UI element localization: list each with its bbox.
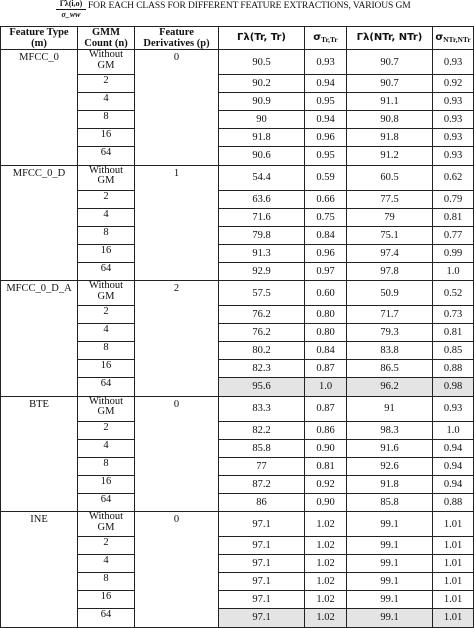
- sigma-tr-cell: 0.66: [305, 190, 347, 208]
- sigma-ntr-cell: 0.62: [433, 165, 474, 190]
- sigma-tr-cell: 0.90: [305, 493, 347, 512]
- feature-type-cell: [1, 609, 78, 628]
- feature-type-cell: [1, 555, 78, 573]
- feature-type-cell: MFCC_0_D: [1, 165, 78, 190]
- sigma-ntr-cell: 0.93: [433, 396, 474, 421]
- table-caption: [56, 0, 474, 22]
- derivative-cell: [135, 439, 219, 457]
- table-row: [1, 396, 474, 421]
- feature-type-cell: [1, 75, 78, 93]
- derivative-cell: 2: [135, 281, 219, 306]
- sigma-ntr-cell: 0.88: [433, 360, 474, 378]
- derivative-cell: [135, 360, 219, 378]
- gmm-count-cell: 16: [78, 475, 135, 493]
- gamma-tr-cell: 82.2: [219, 421, 305, 439]
- sigma-ntr-cell: 0.85: [433, 342, 474, 360]
- sigma-ntr-cell: 0.79: [433, 190, 474, 208]
- derivative-cell: [135, 573, 219, 591]
- table-row: [1, 493, 474, 512]
- gamma-tr-cell: 71.6: [219, 208, 305, 226]
- gamma-ntr-cell: 90.7: [347, 50, 433, 75]
- gamma-tr-cell: 91.8: [219, 129, 305, 147]
- table-row: [1, 75, 474, 93]
- gmm-count-cell: 2: [78, 75, 135, 93]
- gamma-tr-cell: 92.9: [219, 262, 305, 281]
- gmm-count-cell: 16: [78, 244, 135, 262]
- gamma-ntr-cell: 97.8: [347, 262, 433, 281]
- gamma-tr-cell: 97.1: [219, 609, 305, 628]
- gamma-tr-cell: 97.1: [219, 591, 305, 609]
- header-sigma-ntr: [433, 27, 474, 50]
- gamma-tr-cell: 63.6: [219, 190, 305, 208]
- gamma-tr-cell: 80.2: [219, 342, 305, 360]
- gmm-count-cell: Without GM: [78, 281, 135, 306]
- sigma-tr-cell: 0.84: [305, 342, 347, 360]
- table-row: [1, 129, 474, 147]
- sigma-tr-cell: 0.87: [305, 360, 347, 378]
- caption-fraction-numerator: Γ̄λ(i,o): [56, 0, 86, 10]
- table-row: [1, 208, 474, 226]
- sigma-tr-cell: 0.80: [305, 306, 347, 324]
- gamma-ntr-cell: 99.1: [347, 591, 433, 609]
- derivative-cell: 1: [135, 165, 219, 190]
- gamma-ntr-cell: 98.3: [347, 421, 433, 439]
- gamma-tr-cell: 97.1: [219, 537, 305, 555]
- results-body: [1, 50, 474, 628]
- table-row: [1, 378, 474, 397]
- gamma-ntr-cell: 60.5: [347, 165, 433, 190]
- gamma-ntr-cell: 96.2: [347, 378, 433, 397]
- table-row: [1, 555, 474, 573]
- sigma-ntr-cell: 1.01: [433, 573, 474, 591]
- feature-type-cell: [1, 573, 78, 591]
- sigma-ntr-cell: 1.01: [433, 591, 474, 609]
- header-sigma-ntr-subscript: NTr,NTr: [443, 35, 471, 45]
- sigma-ntr-cell: 0.92: [433, 75, 474, 93]
- sigma-tr-cell: 0.92: [305, 475, 347, 493]
- sigma-tr-cell: 0.75: [305, 208, 347, 226]
- sigma-tr-cell: 0.97: [305, 262, 347, 281]
- table-row: [1, 306, 474, 324]
- sigma-tr-cell: 0.93: [305, 50, 347, 75]
- derivative-cell: [135, 609, 219, 628]
- header-feature-type: Feature Type (m): [1, 27, 78, 50]
- gamma-tr-cell: 79.8: [219, 226, 305, 244]
- feature-type-cell: [1, 129, 78, 147]
- sigma-tr-cell: 1.02: [305, 609, 347, 628]
- sigma-ntr-cell: 0.93: [433, 147, 474, 166]
- sigma-ntr-cell: 0.77: [433, 226, 474, 244]
- gamma-tr-cell: 85.8: [219, 439, 305, 457]
- sigma-ntr-cell: 0.99: [433, 244, 474, 262]
- gamma-ntr-cell: 86.5: [347, 360, 433, 378]
- derivative-cell: [135, 93, 219, 111]
- gamma-ntr-cell: 90.8: [347, 111, 433, 129]
- gamma-ntr-cell: 71.7: [347, 306, 433, 324]
- feature-type-cell: [1, 457, 78, 475]
- feature-type-cell: [1, 244, 78, 262]
- feature-type-cell: MFCC_0: [1, 50, 78, 75]
- table-row: [1, 573, 474, 591]
- gamma-ntr-cell: 75.1: [347, 226, 433, 244]
- gamma-tr-cell: 87.2: [219, 475, 305, 493]
- gamma-tr-cell: 76.2: [219, 324, 305, 342]
- derivative-cell: [135, 537, 219, 555]
- gmm-count-cell: 8: [78, 342, 135, 360]
- sigma-tr-cell: 0.95: [305, 147, 347, 166]
- sigma-tr-cell: 0.96: [305, 129, 347, 147]
- header-row: [1, 27, 474, 50]
- table-row: [1, 226, 474, 244]
- gamma-tr-cell: 76.2: [219, 306, 305, 324]
- derivative-cell: [135, 342, 219, 360]
- caption-fraction: [56, 0, 86, 19]
- sigma-tr-cell: 0.96: [305, 244, 347, 262]
- sigma-tr-cell: 0.60: [305, 281, 347, 306]
- gmm-count-cell: 4: [78, 324, 135, 342]
- gamma-tr-cell: 90.2: [219, 75, 305, 93]
- gamma-ntr-cell: 91.8: [347, 129, 433, 147]
- derivative-cell: [135, 208, 219, 226]
- sigma-ntr-cell: 1.01: [433, 537, 474, 555]
- gamma-ntr-cell: 79.3: [347, 324, 433, 342]
- gmm-count-cell: Without GM: [78, 396, 135, 421]
- gamma-ntr-cell: 99.1: [347, 555, 433, 573]
- feature-type-cell: [1, 190, 78, 208]
- sigma-ntr-cell: 0.94: [433, 457, 474, 475]
- gmm-count-cell: 2: [78, 190, 135, 208]
- gamma-ntr-cell: 83.8: [347, 342, 433, 360]
- sigma-ntr-cell: 0.94: [433, 475, 474, 493]
- gamma-ntr-cell: 91.8: [347, 475, 433, 493]
- header-sigma-tr-symbol: σ: [313, 32, 322, 44]
- gamma-ntr-cell: 99.1: [347, 609, 433, 628]
- sigma-ntr-cell: 1.0: [433, 421, 474, 439]
- feature-type-cell: INE: [1, 512, 78, 537]
- gmm-count-cell: 8: [78, 111, 135, 129]
- gmm-count-cell: 64: [78, 493, 135, 512]
- caption-fraction-denominator: σ_ww: [61, 10, 81, 19]
- gamma-tr-cell: 97.1: [219, 555, 305, 573]
- derivative-cell: [135, 421, 219, 439]
- gmm-count-cell: 4: [78, 439, 135, 457]
- feature-type-cell: [1, 421, 78, 439]
- sigma-ntr-cell: 0.98: [433, 378, 474, 397]
- sigma-ntr-cell: 0.93: [433, 93, 474, 111]
- gamma-ntr-cell: 91: [347, 396, 433, 421]
- feature-type-cell: BTE: [1, 396, 78, 421]
- gmm-count-cell: 16: [78, 129, 135, 147]
- header-sigma-tr-subscript: Tr,Tr: [321, 35, 338, 45]
- results-table: [0, 26, 474, 628]
- table-row: [1, 475, 474, 493]
- gamma-ntr-cell: 91.1: [347, 93, 433, 111]
- derivative-cell: [135, 457, 219, 475]
- gmm-count-cell: 2: [78, 421, 135, 439]
- gmm-count-cell: Without GM: [78, 165, 135, 190]
- table-row: [1, 262, 474, 281]
- gamma-tr-cell: 91.3: [219, 244, 305, 262]
- derivative-cell: [135, 262, 219, 281]
- sigma-tr-cell: 1.02: [305, 591, 347, 609]
- derivative-cell: [135, 555, 219, 573]
- gamma-ntr-cell: 90.7: [347, 75, 433, 93]
- gamma-tr-cell: 90: [219, 111, 305, 129]
- table-row: [1, 360, 474, 378]
- feature-type-cell: [1, 537, 78, 555]
- gmm-count-cell: 64: [78, 378, 135, 397]
- feature-type-cell: [1, 208, 78, 226]
- sigma-ntr-cell: 0.81: [433, 324, 474, 342]
- header-gamma-ntr: [347, 27, 433, 50]
- gamma-tr-cell: 86: [219, 493, 305, 512]
- feature-type-cell: [1, 306, 78, 324]
- sigma-tr-cell: 0.59: [305, 165, 347, 190]
- header-gmm-count: GMM Count (n): [78, 27, 135, 50]
- sigma-tr-cell: 0.87: [305, 396, 347, 421]
- gamma-ntr-cell: 50.9: [347, 281, 433, 306]
- sigma-ntr-cell: 0.88: [433, 493, 474, 512]
- header-gamma-tr-label: Γλ(Tr, Tr): [237, 32, 286, 44]
- sigma-ntr-cell: 1.0: [433, 262, 474, 281]
- sigma-ntr-cell: 0.93: [433, 129, 474, 147]
- gamma-ntr-cell: 99.1: [347, 537, 433, 555]
- sigma-ntr-cell: 0.52: [433, 281, 474, 306]
- derivative-cell: [135, 306, 219, 324]
- derivative-cell: [135, 244, 219, 262]
- sigma-tr-cell: 0.84: [305, 226, 347, 244]
- table-row: [1, 609, 474, 628]
- table-row: [1, 165, 474, 190]
- feature-type-cell: [1, 342, 78, 360]
- gamma-ntr-cell: 91.2: [347, 147, 433, 166]
- table-row: [1, 421, 474, 439]
- gamma-tr-cell: 57.5: [219, 281, 305, 306]
- gmm-count-cell: 64: [78, 262, 135, 281]
- gmm-count-cell: 16: [78, 591, 135, 609]
- gmm-count-cell: Without GM: [78, 512, 135, 537]
- sigma-ntr-cell: 1.01: [433, 512, 474, 537]
- header-gamma-tr: [219, 27, 305, 50]
- derivative-cell: 0: [135, 50, 219, 75]
- header-feature-derivatives: Feature Derivatives (p): [135, 27, 219, 50]
- sigma-tr-cell: 1.02: [305, 512, 347, 537]
- gamma-tr-cell: 77: [219, 457, 305, 475]
- gamma-tr-cell: 82.3: [219, 360, 305, 378]
- feature-type-cell: [1, 475, 78, 493]
- sigma-ntr-cell: 1.01: [433, 555, 474, 573]
- table-row: [1, 190, 474, 208]
- gamma-ntr-cell: 99.1: [347, 512, 433, 537]
- sigma-tr-cell: 0.95: [305, 93, 347, 111]
- sigma-tr-cell: 1.02: [305, 537, 347, 555]
- sigma-tr-cell: 0.86: [305, 421, 347, 439]
- derivative-cell: [135, 475, 219, 493]
- feature-type-cell: [1, 226, 78, 244]
- derivative-cell: [135, 147, 219, 166]
- gamma-tr-cell: 90.5: [219, 50, 305, 75]
- sigma-tr-cell: 0.94: [305, 75, 347, 93]
- table-row: [1, 147, 474, 166]
- gamma-tr-cell: 90.6: [219, 147, 305, 166]
- table-row: [1, 111, 474, 129]
- table-row: [1, 439, 474, 457]
- gamma-tr-cell: 97.1: [219, 573, 305, 591]
- feature-type-cell: [1, 360, 78, 378]
- gamma-tr-cell: 95.6: [219, 378, 305, 397]
- derivative-cell: 0: [135, 512, 219, 537]
- gmm-count-cell: 16: [78, 360, 135, 378]
- sigma-tr-cell: 0.94: [305, 111, 347, 129]
- gamma-tr-cell: 97.1: [219, 512, 305, 537]
- table-row: [1, 457, 474, 475]
- feature-type-cell: [1, 493, 78, 512]
- gamma-ntr-cell: 79: [347, 208, 433, 226]
- gmm-count-cell: 4: [78, 93, 135, 111]
- derivative-cell: [135, 493, 219, 512]
- gamma-tr-cell: 54.4: [219, 165, 305, 190]
- gamma-ntr-cell: 85.8: [347, 493, 433, 512]
- gamma-ntr-cell: 92.6: [347, 457, 433, 475]
- gmm-count-cell: 4: [78, 208, 135, 226]
- sigma-ntr-cell: 0.94: [433, 439, 474, 457]
- table-row: [1, 281, 474, 306]
- table-row: [1, 537, 474, 555]
- sigma-tr-cell: 1.0: [305, 378, 347, 397]
- feature-type-cell: MFCC_0_D_A: [1, 281, 78, 306]
- header-sigma-ntr-symbol: σ: [435, 32, 444, 44]
- gamma-ntr-cell: 99.1: [347, 573, 433, 591]
- derivative-cell: [135, 226, 219, 244]
- header-sigma-tr: [305, 27, 347, 50]
- gamma-ntr-cell: 77.5: [347, 190, 433, 208]
- gmm-count-cell: 64: [78, 609, 135, 628]
- header-gamma-ntr-label: Γλ(NTr, NTr): [356, 32, 423, 44]
- gmm-count-cell: 8: [78, 226, 135, 244]
- derivative-cell: [135, 378, 219, 397]
- sigma-tr-cell: 1.02: [305, 573, 347, 591]
- table-row: [1, 324, 474, 342]
- derivative-cell: [135, 75, 219, 93]
- sigma-tr-cell: 1.02: [305, 555, 347, 573]
- feature-type-cell: [1, 378, 78, 397]
- gamma-tr-cell: 90.9: [219, 93, 305, 111]
- gamma-tr-cell: 83.3: [219, 396, 305, 421]
- derivative-cell: [135, 111, 219, 129]
- caption-text: FOR EACH CLASS FOR DIFFERENT FEATURE EXTRACTIONS, VARIOUS GM: [88, 1, 411, 11]
- feature-type-cell: [1, 93, 78, 111]
- gmm-count-cell: 8: [78, 573, 135, 591]
- sigma-ntr-cell: 0.81: [433, 208, 474, 226]
- table-row: [1, 342, 474, 360]
- gmm-count-cell: 8: [78, 457, 135, 475]
- feature-type-cell: [1, 147, 78, 166]
- sigma-ntr-cell: 0.93: [433, 111, 474, 129]
- sigma-tr-cell: 0.81: [305, 457, 347, 475]
- sigma-ntr-cell: 0.73: [433, 306, 474, 324]
- feature-type-cell: [1, 324, 78, 342]
- derivative-cell: [135, 129, 219, 147]
- feature-type-cell: [1, 262, 78, 281]
- feature-type-cell: [1, 111, 78, 129]
- derivative-cell: [135, 190, 219, 208]
- table-row: [1, 512, 474, 537]
- derivative-cell: 0: [135, 396, 219, 421]
- gmm-count-cell: Without GM: [78, 50, 135, 75]
- table-row: [1, 50, 474, 75]
- table-row: [1, 244, 474, 262]
- gmm-count-cell: 64: [78, 147, 135, 166]
- table-row: [1, 93, 474, 111]
- feature-type-cell: [1, 439, 78, 457]
- gmm-count-cell: 2: [78, 537, 135, 555]
- sigma-tr-cell: 0.80: [305, 324, 347, 342]
- derivative-cell: [135, 324, 219, 342]
- gmm-count-cell: 2: [78, 306, 135, 324]
- sigma-ntr-cell: 1.01: [433, 609, 474, 628]
- gamma-ntr-cell: 97.4: [347, 244, 433, 262]
- sigma-ntr-cell: 0.93: [433, 50, 474, 75]
- gamma-ntr-cell: 91.6: [347, 439, 433, 457]
- sigma-tr-cell: 0.90: [305, 439, 347, 457]
- gmm-count-cell: 4: [78, 555, 135, 573]
